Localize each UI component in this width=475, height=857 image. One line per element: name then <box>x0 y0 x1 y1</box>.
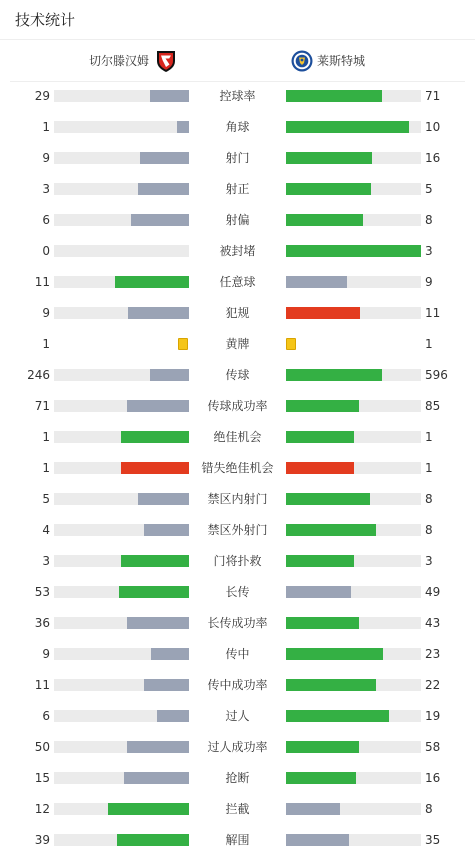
away-value: 35 <box>425 833 441 847</box>
away-bar-fill <box>286 307 360 319</box>
home-bar-track <box>54 307 189 319</box>
away-bar-fill <box>286 710 389 722</box>
stat-row <box>0 639 475 670</box>
away-value: 8 <box>425 492 433 506</box>
home-bar-fill <box>127 400 189 412</box>
away-bar-track <box>286 741 421 753</box>
away-bar-track <box>286 648 421 660</box>
stat-label: 控球率 <box>219 89 256 103</box>
page-title: 技术统计 <box>15 11 76 29</box>
home-value: 71 <box>34 399 50 413</box>
away-value: 71 <box>425 89 441 103</box>
home-bar-fill <box>157 710 189 722</box>
away-yellow-card-icon <box>286 338 296 350</box>
away-bar-track <box>286 524 421 536</box>
away-value: 85 <box>425 399 441 413</box>
stat-label: 黄牌 <box>225 337 250 351</box>
away-value: 9 <box>425 275 433 289</box>
away-bar-fill <box>286 803 340 815</box>
home-bar-track <box>54 741 189 753</box>
home-value: 29 <box>34 89 50 103</box>
away-bar-track <box>286 369 421 381</box>
away-bar-fill <box>286 555 354 567</box>
away-bar-track <box>286 214 421 226</box>
away-value: 58 <box>425 740 441 754</box>
home-bar-track <box>54 493 189 505</box>
away-bar-fill <box>286 400 359 412</box>
stat-label: 传中 <box>225 647 250 661</box>
home-bar-track <box>54 183 189 195</box>
home-bar-track <box>54 121 189 133</box>
home-value: 1 <box>42 461 50 475</box>
stat-label: 错失绝佳机会 <box>201 461 274 475</box>
stat-label: 传球成功率 <box>207 399 268 413</box>
home-bar-track <box>54 772 189 784</box>
home-bar-track <box>54 276 189 288</box>
away-value: 43 <box>425 616 441 630</box>
home-value: 1 <box>42 430 50 444</box>
away-bar-fill <box>286 462 354 474</box>
stat-label: 门将扑救 <box>213 554 262 568</box>
away-bar-fill <box>286 834 349 846</box>
home-value: 9 <box>42 306 50 320</box>
home-value: 15 <box>34 771 50 785</box>
home-bar-track <box>54 369 189 381</box>
home-bar-track <box>54 679 189 691</box>
away-bar-track <box>286 586 421 598</box>
stat-row <box>0 763 475 794</box>
leicester-crest-icon <box>291 49 313 73</box>
home-value: 6 <box>42 213 50 227</box>
home-bar-fill <box>144 524 189 536</box>
away-value: 8 <box>425 802 433 816</box>
stat-row <box>0 701 475 732</box>
stat-row <box>0 484 475 515</box>
home-bar-track <box>54 648 189 660</box>
home-value: 6 <box>42 709 50 723</box>
away-value: 22 <box>425 678 441 692</box>
stat-row <box>0 825 475 856</box>
away-value: 1 <box>425 430 433 444</box>
home-bar-fill <box>138 493 189 505</box>
stat-row <box>0 670 475 701</box>
stat-label: 拦截 <box>225 802 250 816</box>
home-value: 12 <box>34 802 50 816</box>
stat-row <box>0 360 475 391</box>
stat-label: 被封堵 <box>219 244 256 258</box>
stat-row <box>0 422 475 453</box>
home-value: 36 <box>34 616 50 630</box>
stat-row <box>0 391 475 422</box>
home-bar-track <box>54 462 189 474</box>
home-value: 11 <box>34 678 50 692</box>
away-bar-fill <box>286 431 354 443</box>
stat-row <box>0 577 475 608</box>
away-bar-fill <box>286 245 421 257</box>
stat-label: 过人 <box>225 709 250 723</box>
stat-label: 角球 <box>225 120 250 134</box>
away-value: 10 <box>425 120 441 134</box>
home-value: 50 <box>34 740 50 754</box>
home-bar-fill <box>121 555 189 567</box>
stat-row <box>0 174 475 205</box>
home-bar-track <box>54 834 189 846</box>
home-value: 1 <box>42 120 50 134</box>
home-value: 1 <box>42 337 50 351</box>
away-bar-fill <box>286 617 359 629</box>
away-bar-fill <box>286 90 382 102</box>
stat-label: 任意球 <box>219 275 256 289</box>
stats-list <box>0 81 475 856</box>
away-value: 8 <box>425 213 433 227</box>
away-bar-fill <box>286 183 371 195</box>
stat-row <box>0 143 475 174</box>
away-bar-fill <box>286 276 347 288</box>
home-value: 9 <box>42 151 50 165</box>
home-bar-track <box>54 245 189 257</box>
home-bar-track <box>54 555 189 567</box>
away-bar-track <box>286 803 421 815</box>
away-bar-track <box>286 555 421 567</box>
away-value: 8 <box>425 523 433 537</box>
home-value: 53 <box>34 585 50 599</box>
away-value: 1 <box>425 337 433 351</box>
home-bar-fill <box>124 772 189 784</box>
away-bar-track <box>286 834 421 846</box>
away-bar-fill <box>286 152 372 164</box>
home-value: 3 <box>42 182 50 196</box>
away-value: 23 <box>425 647 441 661</box>
away-team[interactable] <box>291 40 365 81</box>
stat-row <box>0 81 475 112</box>
home-bar-fill <box>108 803 189 815</box>
home-bar-track <box>54 710 189 722</box>
home-bar-track <box>54 400 189 412</box>
cheltenham-crest-icon <box>155 49 177 73</box>
stat-label: 射正 <box>225 182 250 196</box>
home-bar-fill <box>138 183 189 195</box>
home-yellow-card-icon <box>178 338 188 350</box>
away-value: 16 <box>425 771 441 785</box>
home-bar-track <box>54 617 189 629</box>
away-bar-fill <box>286 586 351 598</box>
stat-label: 绝佳机会 <box>213 430 262 444</box>
home-bar-track <box>54 586 189 598</box>
away-value: 1 <box>425 461 433 475</box>
home-value: 5 <box>42 492 50 506</box>
away-value: 11 <box>425 306 441 320</box>
home-bar-track <box>54 152 189 164</box>
away-bar-track <box>286 710 421 722</box>
away-bar-fill <box>286 648 383 660</box>
home-bar-fill <box>150 90 189 102</box>
stat-row <box>0 794 475 825</box>
home-bar-fill <box>127 617 189 629</box>
stat-label: 解围 <box>225 833 250 847</box>
stat-row <box>0 515 475 546</box>
away-bar-track <box>286 183 421 195</box>
away-team-name: 莱斯特城 <box>317 54 366 68</box>
away-bar-track <box>286 617 421 629</box>
stat-row <box>0 329 475 360</box>
stat-label: 禁区外射门 <box>207 523 268 537</box>
away-bar-track <box>286 276 421 288</box>
away-value: 5 <box>425 182 433 196</box>
away-bar-fill <box>286 493 370 505</box>
home-value: 4 <box>42 523 50 537</box>
home-value: 0 <box>42 244 50 258</box>
stats-header <box>0 0 475 40</box>
home-bar-fill <box>121 462 189 474</box>
home-bar-fill <box>131 214 189 226</box>
stat-row <box>0 546 475 577</box>
away-bar-fill <box>286 772 356 784</box>
home-bar-fill <box>115 276 189 288</box>
home-bar-fill <box>128 307 189 319</box>
stat-label: 抢断 <box>225 771 250 785</box>
away-bar-track <box>286 245 421 257</box>
away-value: 3 <box>425 554 433 568</box>
away-bar-track <box>286 462 421 474</box>
home-bar-track <box>54 803 189 815</box>
home-value: 11 <box>34 275 50 289</box>
stat-row <box>0 112 475 143</box>
home-bar-fill <box>177 121 189 133</box>
home-bar-fill <box>140 152 189 164</box>
away-bar-track <box>286 493 421 505</box>
home-value: 9 <box>42 647 50 661</box>
away-bar-fill <box>286 741 359 753</box>
away-bar-track <box>286 90 421 102</box>
home-bar-fill <box>151 648 189 660</box>
stat-label: 传球 <box>225 368 250 382</box>
stat-label: 禁区内射门 <box>207 492 268 506</box>
stat-row <box>0 732 475 763</box>
stat-row <box>0 205 475 236</box>
home-bar-fill <box>117 834 189 846</box>
stat-row <box>0 267 475 298</box>
home-bar-fill <box>150 369 189 381</box>
stat-label: 长传成功率 <box>207 616 268 630</box>
away-bar-track <box>286 679 421 691</box>
away-bar-track <box>286 152 421 164</box>
away-value: 3 <box>425 244 433 258</box>
away-value: 19 <box>425 709 441 723</box>
away-bar-fill <box>286 524 376 536</box>
home-bar-track <box>54 431 189 443</box>
away-value: 49 <box>425 585 441 599</box>
home-bar-fill <box>119 586 189 598</box>
away-bar-fill <box>286 369 382 381</box>
away-bar-fill <box>286 679 376 691</box>
home-bar-track <box>54 524 189 536</box>
stat-label: 过人成功率 <box>207 740 268 754</box>
home-value: 246 <box>27 368 50 382</box>
away-bar-track <box>286 431 421 443</box>
teams-bar <box>10 40 465 82</box>
home-bar-fill <box>144 679 189 691</box>
away-bar-track <box>286 400 421 412</box>
stat-label: 犯规 <box>225 306 250 320</box>
away-value: 16 <box>425 151 441 165</box>
home-bar-fill <box>127 741 189 753</box>
home-team-name: 切尔滕汉姆 <box>88 54 149 68</box>
away-bar-fill <box>286 214 363 226</box>
away-bar-fill <box>286 121 409 133</box>
home-bar-track <box>54 90 189 102</box>
stat-label: 射偏 <box>225 213 250 227</box>
stat-row <box>0 298 475 329</box>
home-bar-fill <box>121 431 189 443</box>
home-value: 3 <box>42 554 50 568</box>
stat-label: 长传 <box>225 585 250 599</box>
stat-label: 传中成功率 <box>207 678 268 692</box>
home-team[interactable] <box>89 40 177 81</box>
home-value: 39 <box>34 833 50 847</box>
away-bar-track <box>286 307 421 319</box>
stat-label: 射门 <box>225 151 250 165</box>
away-bar-track <box>286 121 421 133</box>
stat-row <box>0 236 475 267</box>
stat-row <box>0 608 475 639</box>
stat-row <box>0 453 475 484</box>
home-bar-track <box>54 214 189 226</box>
away-bar-track <box>286 772 421 784</box>
away-value: 596 <box>425 368 448 382</box>
